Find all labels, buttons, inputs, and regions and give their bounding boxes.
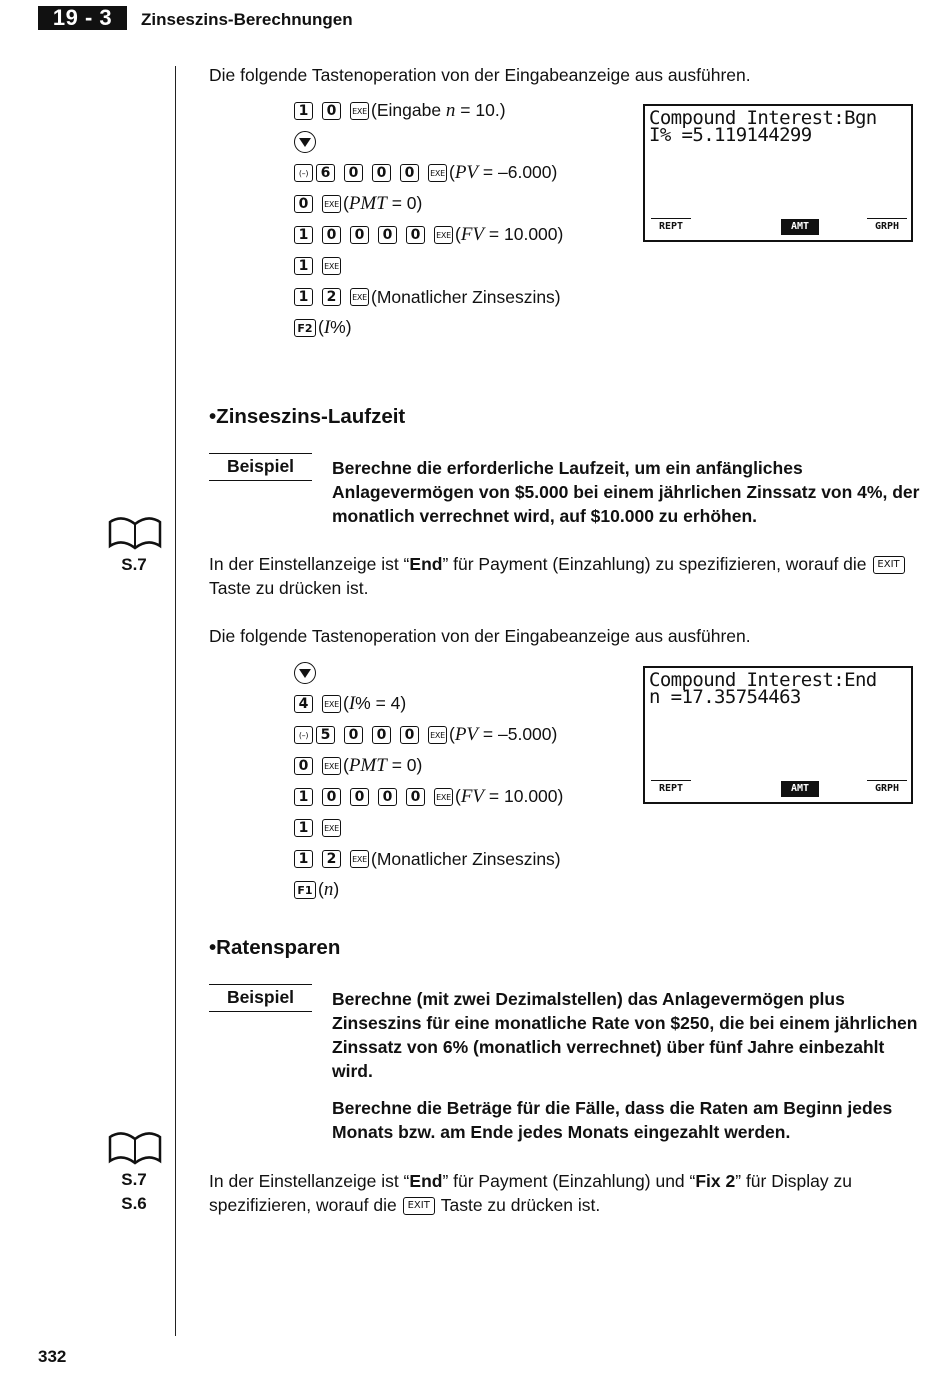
beispiel-label: Beispiel [209,453,312,481]
margin-reference-1: S.7 [121,1170,147,1189]
key-2: 2 [322,850,341,868]
softkey-rept: REPT [651,780,691,797]
key-step-row [294,99,506,123]
screen-line-1: Compound Interest:End [649,669,877,691]
key-2: 2 [322,288,341,306]
softkey-grph: GRPH [867,218,907,235]
margin-reference: S.7 [121,555,147,574]
key-: (–) [294,726,313,744]
key-EXE: EXE [322,195,341,213]
key-5: 5 [316,726,335,744]
key-0: 0 [350,788,369,806]
key-EXE: EXE [322,819,341,837]
screen-line-2: n =17.35754463 [649,686,801,708]
key-0: 0 [344,726,363,744]
key-0: 0 [322,788,341,806]
calc-screen-1 [643,104,913,242]
margin-reference-2: S.6 [121,1194,147,1213]
softkey-grph: GRPH [867,780,907,797]
key-EXE: EXE [322,257,341,275]
key-F1: F1 [294,881,316,899]
key-EXE: EXE [434,788,453,806]
key-step-row [294,130,316,154]
chapter-title: Zinseszins-Berechnungen [141,10,353,29]
key-1: 1 [294,226,313,244]
key-0: 0 [350,226,369,244]
key-step-row [294,723,557,747]
key-1: 1 [294,288,313,306]
open-book-icon [108,1131,162,1165]
key-step-row [294,285,561,309]
beispiel-text-2: Berechne die Beträge für die Fälle, dass die Raten am Beginn jedes Monats bzw. am Ende jedes Monats eingezahlt werden. [332,1098,893,1142]
key-step-description: (Eingabe n = 10.) [371,100,506,121]
key-0: 0 [344,164,363,182]
key-0: 0 [400,726,419,744]
key-EXE: EXE [428,726,447,744]
key-step-description: (Monatlicher Zinseszins) [371,848,561,869]
block1-intro: Die folgende Tastenoperation von der Eingabeanzeige aus ausführen. [209,65,751,85]
key-0: 0 [294,757,313,775]
margin-rule [175,66,176,1336]
softkey-amt: AMT [781,781,819,797]
calc-screen-2 [643,666,913,804]
exit-key: EXIT [873,556,905,574]
exit-key: EXIT [403,1197,435,1215]
key-F2: F2 [294,319,316,337]
key-step-description: (PMT = 0) [343,755,423,776]
key-step-row [294,254,343,278]
key-EXE: EXE [350,850,369,868]
key-0: 0 [378,788,397,806]
key-EXE: EXE [322,757,341,775]
key-0: 0 [322,102,341,120]
softkey-amt: AMT [781,219,819,235]
key-step-row [294,161,557,185]
beispiel-label: Beispiel [209,984,312,1012]
cursor-down-key-icon [294,662,316,684]
key-step-description: (PMT = 0) [343,193,423,214]
key-step-row [294,878,339,902]
key-EXE: EXE [322,695,341,713]
key-step-row [294,754,422,778]
key-step-description: (I% = 4) [343,693,407,714]
key-step-row [294,692,406,716]
key-step-description: (PV = –5.000) [449,724,558,745]
key-step-description: (PV = –6.000) [449,162,558,183]
key-step-description: (I%) [318,317,352,338]
key-4: 4 [294,695,313,713]
key-1: 1 [294,257,313,275]
key-0: 0 [400,164,419,182]
key-6: 6 [316,164,335,182]
key-0: 0 [322,226,341,244]
beispiel-text: Berechne die erforderliche Laufzeit, um ein anfängliches Anlagevermögen von $5.000 bei einem jährlichen Zinssatz von 4%, der monatlich verrechnet wird, auf $10.000 zu erhöhen. [332,458,920,526]
key-0: 0 [372,726,391,744]
key-step-row [294,847,561,871]
screen-line-2: I% =5.119144299 [649,124,812,146]
key-EXE: EXE [350,288,369,306]
section1-intro: Die folgende Tastenoperation von der Eingabeanzeige aus ausführen. [209,626,751,646]
open-book-icon [108,516,162,550]
key-step-row [294,316,352,340]
key-0: 0 [406,788,425,806]
section-heading-laufzeit: •Zinseszins-Laufzeit [209,405,406,428]
key-0: 0 [294,195,313,213]
key-step-row [294,192,422,216]
key-0: 0 [372,164,391,182]
key-step-description: (Monatlicher Zinseszins) [371,286,561,307]
key-step-description: (FV = 10.000) [455,786,564,807]
section1-setup-text: In der Einstellanzeige ist “End” für Payment (Einzahlung) zu spezifizieren, worauf die EXITTaste zu drücken ist. [209,552,919,600]
section-heading-ratensparen: •Ratensparen [209,936,341,959]
key-: (–) [294,164,313,182]
screen-line-1: Compound Interest:Bgn [649,107,877,129]
key-EXE: EXE [428,164,447,182]
key-step-row [294,816,343,840]
softkey-rept: REPT [651,218,691,235]
key-1: 1 [294,819,313,837]
cursor-down-key-icon [294,131,316,153]
key-0: 0 [378,226,397,244]
key-0: 0 [406,226,425,244]
key-step-row [294,661,316,685]
key-1: 1 [294,850,313,868]
key-step-row [294,785,563,809]
key-step-row [294,223,563,247]
key-EXE: EXE [434,226,453,244]
key-1: 1 [294,102,313,120]
section2-setup-text: In der Einstellanzeige ist “End” für Payment (Einzahlung) und “Fix 2” für Display zu spezifizieren, worauf die EXIT Taste zu drücken ist. [209,1171,852,1215]
page-number: 332 [38,1347,67,1366]
key-step-description: (FV = 10.000) [455,224,564,245]
chapter-number-badge: 19 - 3 [38,6,127,30]
key-1: 1 [294,788,313,806]
key-step-description: (n) [318,879,340,900]
key-EXE: EXE [350,102,369,120]
beispiel-text-1: Berechne (mit zwei Dezimalstellen) das Anlagevermögen plus Zinseszins für eine monatliche Rate von $250, die bei einem jährlichen Zinssatz von 6% (monatlich verrechnet) über fünf Jahre einbezahlt wird. [332,989,918,1081]
